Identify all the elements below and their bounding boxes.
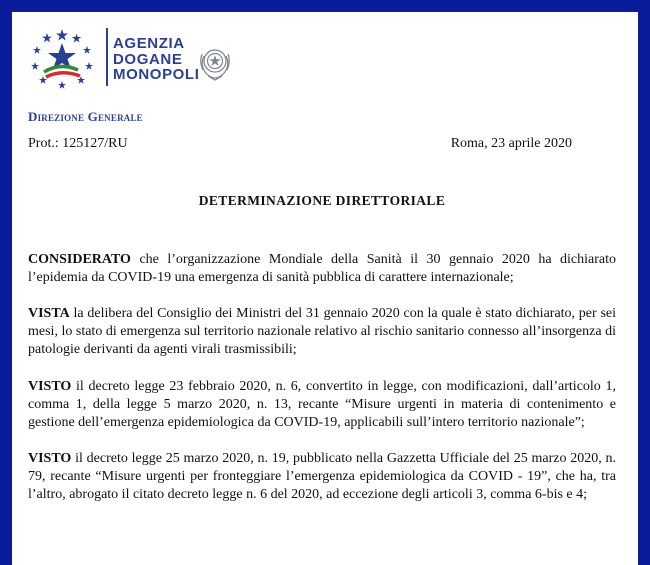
logo-divider	[106, 28, 108, 86]
protocol-number: Prot.: 125127/RU	[28, 136, 128, 151]
clause-keyword: VISTO	[28, 379, 72, 394]
agency-name	[113, 36, 199, 83]
republic-emblem-icon	[196, 42, 234, 82]
clause-keyword: CONSIDERATO	[28, 252, 131, 267]
clause-keyword: VISTO	[28, 451, 72, 466]
clause-visto-dl6	[28, 378, 616, 432]
clause-vista	[28, 305, 616, 359]
stars-emblem-icon	[30, 26, 94, 90]
clause-considerato	[28, 251, 616, 287]
document-title: DETERMINAZIONE DIRETTORIALE	[198, 193, 446, 208]
clauses-list	[28, 251, 616, 522]
clause-text: la delibera del Consiglio dei Ministri del 31 gennaio 2020 con la quale è stato dichiarato, per sei mesi, lo stato di emergenza sul territorio nazionale relativo al rischio sanitario connesso all’insorgenza di patologie derivanti da agenti virali trasmissibili;	[28, 306, 616, 357]
clause-text: che l’organizzazione Mondiale della Sanità il 30 gennaio 2020 ha dichiarato l’epidemia da COVID-19 una emergenza di sanità pubblica di carattere internazionale;	[28, 252, 616, 285]
department-label: Direzione Generale	[28, 109, 143, 124]
clause-visto-dl19	[28, 450, 616, 504]
document-page	[12, 12, 638, 565]
clause-text: il decreto legge 23 febbraio 2020, n. 6, convertito in legge, con modificazioni, dall’articolo 1, comma 1, della legge 5 marzo 2020, n. 13, recante “Misure urgenti in materia di contenimento e gestione dell’emergenza epidemiologica da COVID-19, applicabili sull’intero territorio nazionale”;	[28, 379, 616, 430]
clause-keyword: VISTA	[28, 306, 70, 321]
clause-text: il decreto legge 25 marzo 2020, n. 19, pubblicato nella Gazzetta Ufficiale del 25 marzo 2020, n. 79, recante “Misure urgenti per fronteggiare l’emergenza epidemiologica da COVID - 19”, che ha, tra l’altro, abrogato il citato decreto legge n. 6 del 2020, ad eccezione degli articoli 3, comma 6-bis e 4;	[28, 451, 616, 502]
place-date: Roma, 23 aprile 2020	[450, 136, 572, 151]
agency-name-line3: MONOPOLI	[113, 66, 200, 83]
agency-name-line2: DOGANE	[113, 50, 183, 68]
agency-name-line1: AGENZIA	[113, 35, 185, 52]
